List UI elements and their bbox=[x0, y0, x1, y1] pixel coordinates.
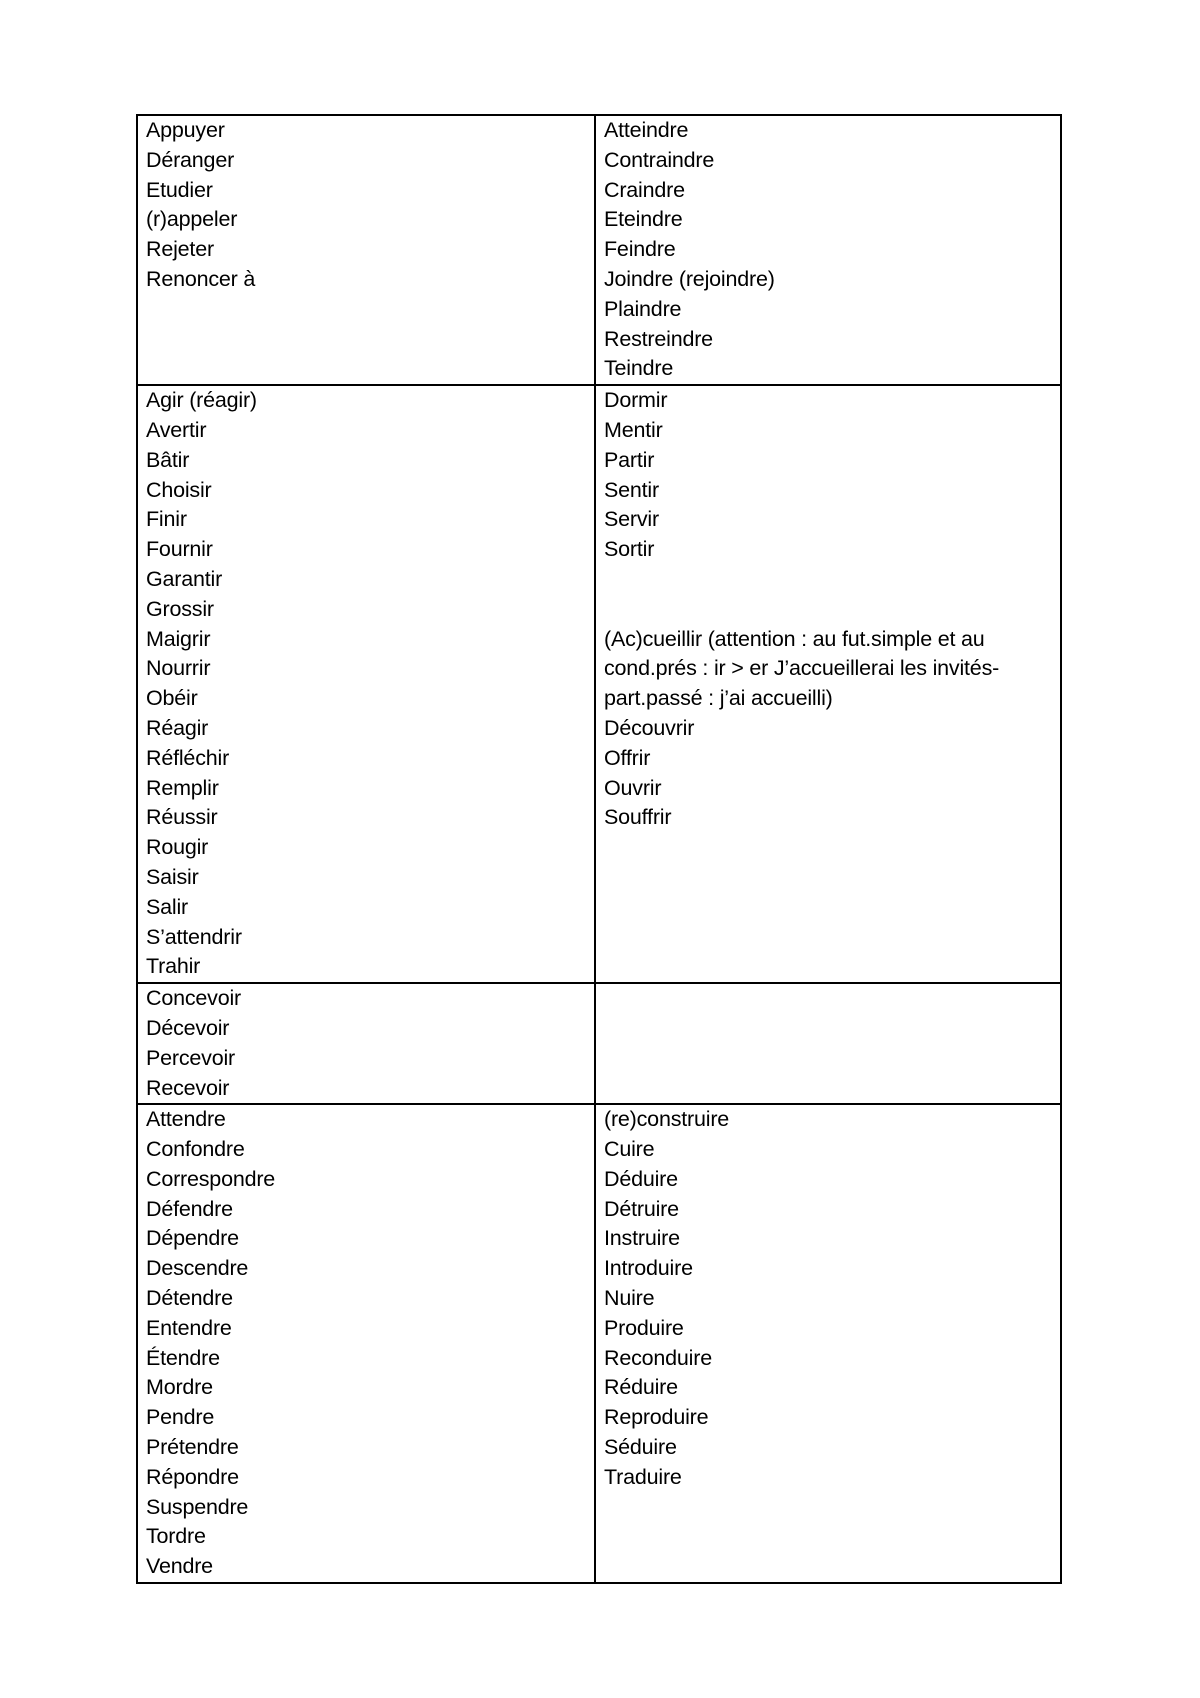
verb-item: Défendre bbox=[146, 1196, 233, 1221]
verb-item: Entendre bbox=[146, 1315, 232, 1340]
verb-item: (Ac)cueillir (attention : au fut.simple et au bbox=[604, 626, 985, 651]
verb-item bbox=[604, 565, 1060, 595]
verb-item: Feindre bbox=[604, 237, 676, 262]
verb-item: cond.prés : ir > er J’accueillerai les invités- bbox=[604, 656, 1000, 681]
verb-item: Recevoir bbox=[146, 1075, 230, 1100]
verb-item: Réfléchir bbox=[146, 745, 230, 770]
verb-item: Rejeter bbox=[146, 237, 214, 262]
verb-item: Teindre bbox=[604, 356, 674, 381]
verb-item: Offrir bbox=[604, 745, 651, 770]
verb-item: Craindre bbox=[604, 177, 685, 202]
verb-item: Décevoir bbox=[146, 1015, 230, 1040]
verb-cell-left bbox=[137, 983, 595, 1104]
verb-item: Suspendre bbox=[146, 1494, 249, 1519]
verb-item: Eteindre bbox=[604, 207, 683, 232]
verb-item: Pendre bbox=[146, 1405, 215, 1430]
verb-item: Remplir bbox=[146, 775, 219, 800]
verb-cell-left bbox=[137, 385, 595, 983]
verb-item: Attendre bbox=[146, 1107, 226, 1132]
verb-cell-right bbox=[595, 385, 1061, 983]
verb-item: Déduire bbox=[604, 1166, 678, 1191]
verb-item: Dormir bbox=[604, 388, 668, 413]
verb-item: Séduire bbox=[604, 1435, 677, 1460]
verb-item: Obéir bbox=[146, 686, 198, 711]
verb-item: Introduire bbox=[604, 1256, 693, 1281]
verb-item: Restreindre bbox=[604, 326, 713, 351]
verb-cell-left bbox=[137, 1104, 595, 1583]
verb-item: Atteindre bbox=[604, 118, 689, 142]
verb-cell-left bbox=[137, 115, 595, 385]
table-row bbox=[137, 983, 1061, 1104]
verb-item: Cuire bbox=[604, 1137, 655, 1162]
verb-item: Agir (réagir) bbox=[146, 388, 257, 413]
verb-cell-right bbox=[595, 1104, 1061, 1583]
verb-item: Contraindre bbox=[604, 147, 715, 172]
verb-item: Déranger bbox=[146, 147, 235, 172]
verb-item: Confondre bbox=[146, 1137, 245, 1162]
verb-item: Reconduire bbox=[604, 1345, 712, 1370]
verb-item: Avertir bbox=[146, 417, 207, 442]
verb-item: Finir bbox=[146, 507, 187, 532]
verb-item: Garantir bbox=[146, 566, 223, 591]
verb-item: Mentir bbox=[604, 417, 663, 442]
verb-item: Instruire bbox=[604, 1226, 680, 1251]
verb-item: Etudier bbox=[146, 177, 213, 202]
verb-item: Concevoir bbox=[146, 986, 241, 1011]
verb-item: Répondre bbox=[146, 1464, 239, 1489]
verb-item: Nourrir bbox=[146, 656, 211, 681]
verb-item: S’attendrir bbox=[146, 924, 242, 949]
verb-item: Prétendre bbox=[146, 1435, 239, 1460]
verb-item: Grossir bbox=[146, 596, 214, 621]
verb-item: Mordre bbox=[146, 1375, 213, 1400]
table-row bbox=[137, 385, 1061, 983]
verb-item: Dépendre bbox=[146, 1226, 239, 1251]
verb-item: Percevoir bbox=[146, 1045, 236, 1070]
verb-cell-right bbox=[595, 983, 1061, 1104]
table-row bbox=[137, 115, 1061, 385]
verb-item bbox=[604, 595, 1060, 625]
verb-item: Salir bbox=[146, 894, 189, 919]
verb-item: Détendre bbox=[146, 1286, 233, 1311]
verb-item: Trahir bbox=[146, 954, 201, 979]
verb-item: Étendre bbox=[146, 1345, 220, 1370]
verb-item: Correspondre bbox=[146, 1166, 276, 1191]
verb-item: Renoncer à bbox=[146, 266, 256, 291]
verb-item: Choisir bbox=[146, 477, 212, 502]
verb-item: Plaindre bbox=[604, 296, 682, 321]
verb-item: Découvrir bbox=[604, 715, 695, 740]
verb-cell-right bbox=[595, 115, 1061, 385]
verb-item: Rougir bbox=[146, 835, 209, 860]
verb-item: Appuyer bbox=[146, 118, 225, 142]
verb-item: Tordre bbox=[146, 1524, 206, 1549]
verb-item: Joindre (rejoindre) bbox=[604, 266, 775, 291]
verb-item: Reproduire bbox=[604, 1405, 709, 1430]
verb-item: Nuire bbox=[604, 1286, 655, 1311]
verb-item: Sortir bbox=[604, 537, 655, 562]
verb-item: Réagir bbox=[146, 715, 209, 740]
verb-item: Ouvrir bbox=[604, 775, 662, 800]
verb-item: Bâtir bbox=[146, 447, 190, 472]
verb-table bbox=[136, 114, 1062, 1584]
verb-item: Détruire bbox=[604, 1196, 679, 1221]
verb-item: Vendre bbox=[146, 1554, 213, 1579]
verb-item: (r)appeler bbox=[146, 207, 238, 232]
verb-item: Traduire bbox=[604, 1464, 682, 1489]
verb-item: (re)construire bbox=[604, 1107, 730, 1132]
verb-item: Descendre bbox=[146, 1256, 249, 1281]
verb-item: Réduire bbox=[604, 1375, 678, 1400]
verb-item: Servir bbox=[604, 507, 659, 532]
verb-item: Produire bbox=[604, 1315, 684, 1340]
verb-item: Sentir bbox=[604, 477, 659, 502]
verb-item: Saisir bbox=[146, 864, 199, 889]
verb-item: Maigrir bbox=[146, 626, 211, 651]
verb-item: Fournir bbox=[146, 537, 213, 562]
verb-item: Partir bbox=[604, 447, 655, 472]
verb-item: Souffrir bbox=[604, 805, 672, 830]
verb-table-body bbox=[137, 115, 1061, 1583]
table-row bbox=[137, 1104, 1061, 1583]
verb-item: part.passé : j’ai accueilli) bbox=[604, 686, 833, 711]
verb-item: Réussir bbox=[146, 805, 218, 830]
